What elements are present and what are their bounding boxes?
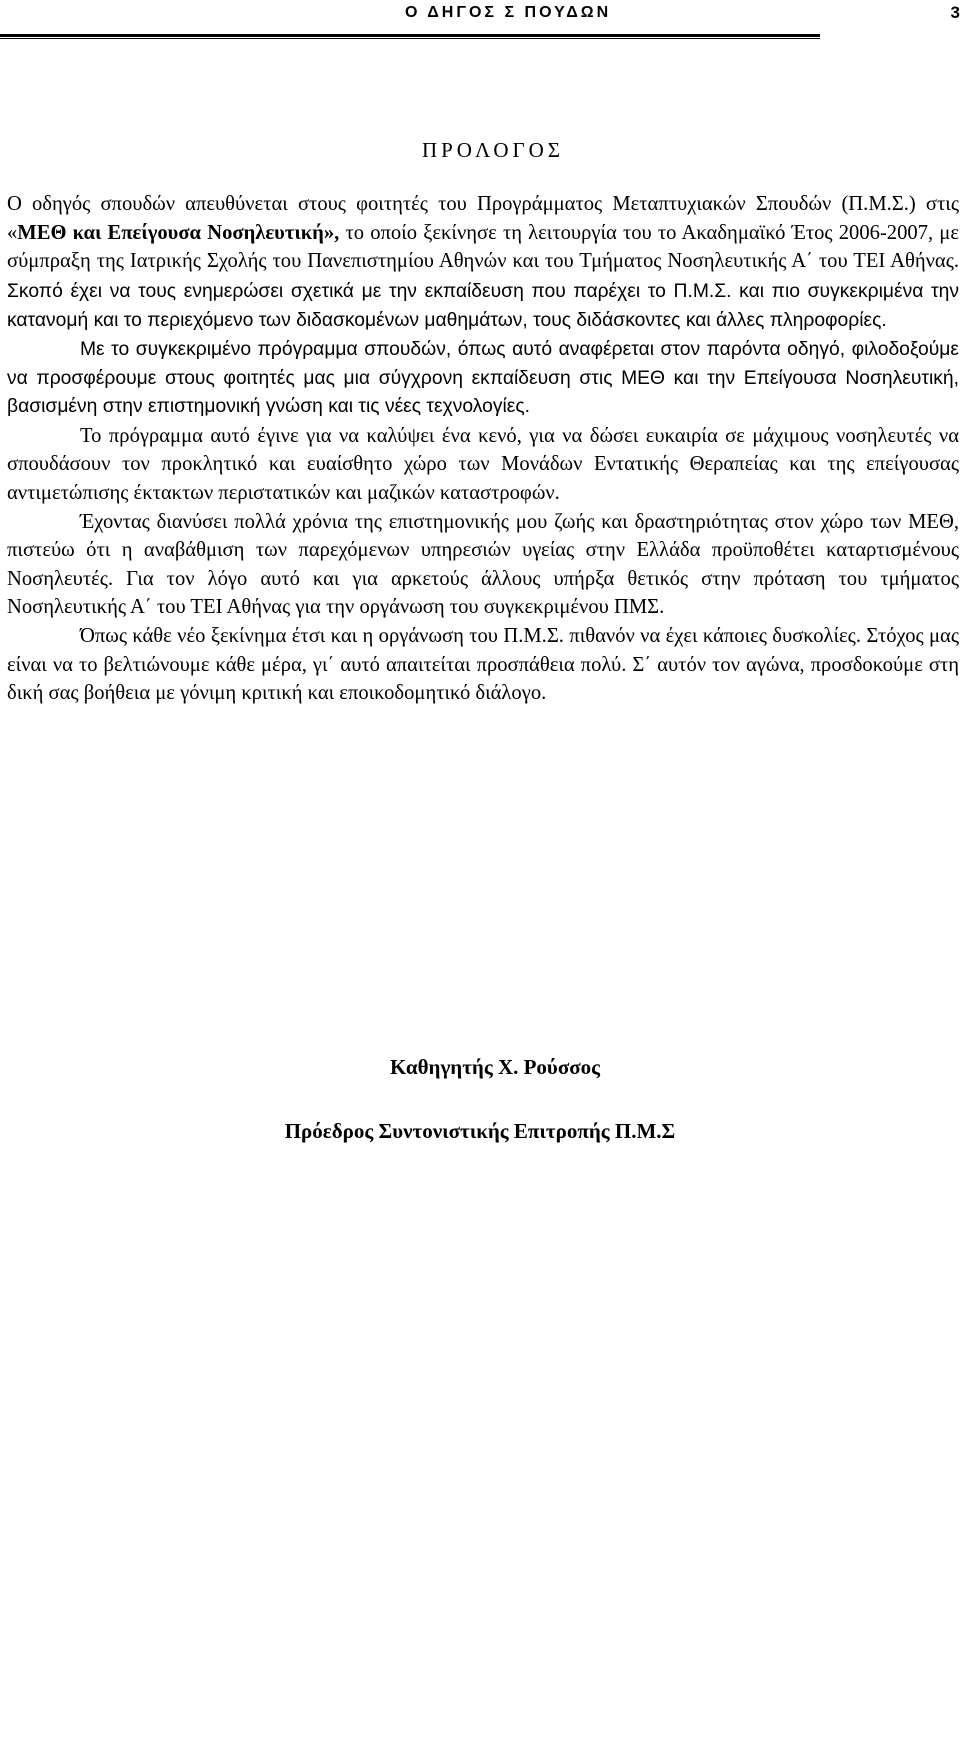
intro-text-3: Σκοπό έχει να τους ενημερώσει σχετικά με την εκπαίδευση που παρέχει το Π.Μ.Σ. και πιο συγκεκριμένα την κατανομή και το περιεχόμενο των διδασκομένων μαθημάτων, τους διδάσκοντες και άλλες πληροφορίες. <box>7 280 959 332</box>
paragraph-difficulties: Όπως κάθε νέο ξεκίνημα έτσι και η οργάνωση του Π.Μ.Σ. πιθανόν να έχει κάποιες δυσκολίες. Στόχος μας είναι να το βελτιώνουμε κάθε μέρα, γι΄ αυτό απαιτείται προσπάθεια πολύ. Σ΄ αυτόν τον αγώνα, προσδοκούμε στη δική σας βοήθεια με γόνιμη κριτική και εποικοδομητικό διάλογο. <box>7 624 959 705</box>
header-rule <box>0 34 820 40</box>
intro-text-1: Ο οδηγός σπουδών απευθύνεται στους φοιτητές του Προγράμματος Μεταπτυχιακών Σπουδών (Π.Μ.Σ.) στις « <box>7 193 959 244</box>
signature-role: Πρόεδρος Συντονιστικής Επιτροπής Π.Μ.Σ <box>284 1119 676 1143</box>
program-name: ΜΕΘ και Επείγουσα Νοσηλευτική», <box>17 221 340 244</box>
document-title: ΠΡΟΛΟΓΟΣ <box>421 138 565 162</box>
header-rule-thick <box>0 34 820 37</box>
header-rule-thin <box>0 38 820 39</box>
intro-text-2: το οποίο ξεκίνησε τη λειτουργία του το Ακαδημαϊκό Έτος 2006-2007, με σύμπραξη της Ιατρικής Σχολής του Πανεπιστημίου Αθηνών και του Τμήματος Νοσηλευτικής Α΄ του ΤΕΙ Αθήνας. <box>7 221 959 273</box>
signature-block <box>0 1052 960 1146</box>
page-number: 3 <box>950 3 960 22</box>
paragraph-purpose: Το πρόγραμμα αυτό έγινε για να καλύψει ένα κενό, για να δώσει ευκαιρία σε μάχιμους νοσηλευτές να σπουδάσουν τον προκλητικό και ευαίσθητο χώρο των Μονάδων Εντατικής Θεραπείας και της επείγουσας αντιμετώπισης έκτακτων περιστατικών και μαζικών καταστροφών. <box>7 424 959 504</box>
paragraph-experience: Έχοντας διανύσει πολλά χρόνια της επιστημονικής μου ζωής και δραστηριότητας στον χώρο των ΜΕΘ, πιστεύω ότι η αναβάθμιση των παρεχόμενων υπηρεσιών υγείας στην Ελλάδα προϋποθέτει καταρτισμένους Νοσηλευτές. Για τον λόγο αυτό και για αρκετούς άλλους υπήρξα θετικός στην πρόταση του τμήματος Νοσηλευτικής Α΄ του ΤΕΙ Αθήνας για την οργάνωση του συγκεκριμένου ΠΜΣ. <box>7 510 959 619</box>
running-header <box>0 2 960 32</box>
paragraph-intro <box>7 190 959 336</box>
signature-name: Καθηγητής Χ. Ρούσσος <box>389 1055 601 1079</box>
paragraph-program: Με το συγκεκριμένο πρόγραμμα σπουδών, όπως αυτό αναφέρεται στον παρόντα οδηγό, φιλοδοξούμε να προσφέρουμε στους φοιτητές μας μια σύγχρονη εκπαίδευση στις ΜΕΘ και την Επείγουσα Νοσηλευτική, βασισμένη στην επιστημονική γνώση και τις νέες τεχνολογίες. <box>7 338 959 418</box>
document-body <box>7 136 959 708</box>
header-title: Ο ΔΗΓΟΣ Σ ΠΟΥΔΩΝ <box>405 4 612 21</box>
